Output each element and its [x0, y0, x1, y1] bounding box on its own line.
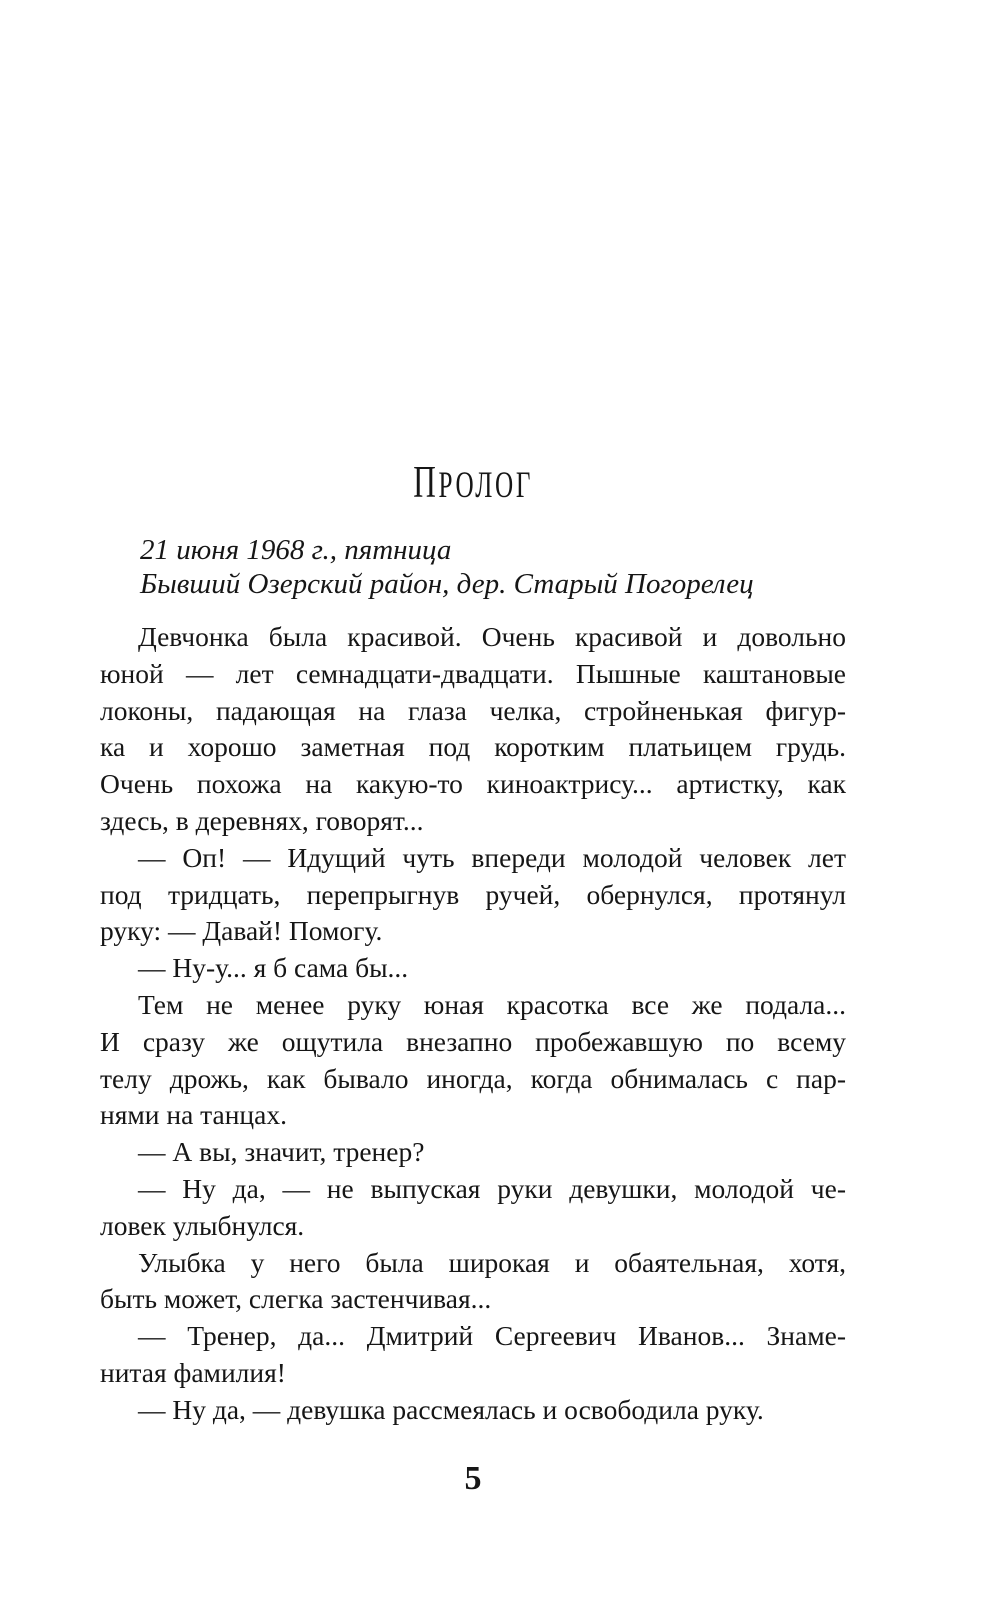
text-line: — А вы, значит, тренер? — [138, 1136, 425, 1168]
text-line: юной — лет семнадцати-двадцати. Пышные каштановые — [100, 657, 846, 689]
text-line: — Ну-у... я б сама бы... — [138, 952, 409, 984]
text-line: нями на танцах. — [100, 1099, 287, 1131]
text-line: руку: — Давай! Помогу. — [100, 915, 383, 947]
dateline-text: Бывший Озерский район, дер. Старый Погорелец — [140, 567, 754, 600]
text-line: — Тренер, да... Дмитрий Сергеевич Иванов... Знаме- — [138, 1320, 846, 1352]
chapter-title-rest: РОЛОГ — [438, 465, 533, 506]
page-number: 5 — [464, 1460, 482, 1497]
text-line: — Ну да, — не выпуская руки девушки, молодой че- — [138, 1172, 846, 1204]
text-line: — Оп! — Идущий чуть впереди молодой человек лет — [138, 841, 846, 873]
text-line: телу дрожь, как бывало иногда, когда обнималась с пар- — [100, 1062, 846, 1094]
text-line: Улыбка у него была широкая и обаятельная, хотя, — [138, 1246, 846, 1278]
text-line: локоны, падающая на глаза челка, стройненькая фигур- — [100, 694, 846, 726]
text-line: И сразу же ощутила внезапно пробежавшую по всему — [100, 1025, 846, 1057]
text-line: — Ну да, — девушка рассмеялась и освободила руку. — [138, 1393, 764, 1425]
body-text — [100, 619, 846, 1429]
chapter-title — [100, 458, 846, 508]
dateline — [140, 534, 846, 601]
chapter-title-initial: П — [413, 456, 439, 507]
dateline-text: 21 июня 1968 г., пятница — [140, 534, 452, 566]
text-line: под тридцать, перепрыгнув ручей, обернулся, протянул — [100, 878, 846, 910]
text-line: Девчонка была красивой. Очень красивой и довольно — [138, 621, 846, 652]
text-line: Очень похожа на какую-то киноактрису... артистку, как — [100, 768, 846, 800]
text-line: здесь, в деревнях, говорят... — [100, 804, 424, 836]
text-line: Тем не менее руку юная красотка все же подала... — [138, 988, 846, 1020]
text-line: нитая фамилия! — [100, 1356, 286, 1388]
text-line: ловек улыбнулся. — [100, 1209, 305, 1241]
text-line: быть может, слегка застенчивая... — [100, 1283, 492, 1315]
chapter-title-text — [413, 458, 533, 510]
text-line: ка и хорошо заметная под коротким платьицем грудь. — [100, 731, 846, 763]
